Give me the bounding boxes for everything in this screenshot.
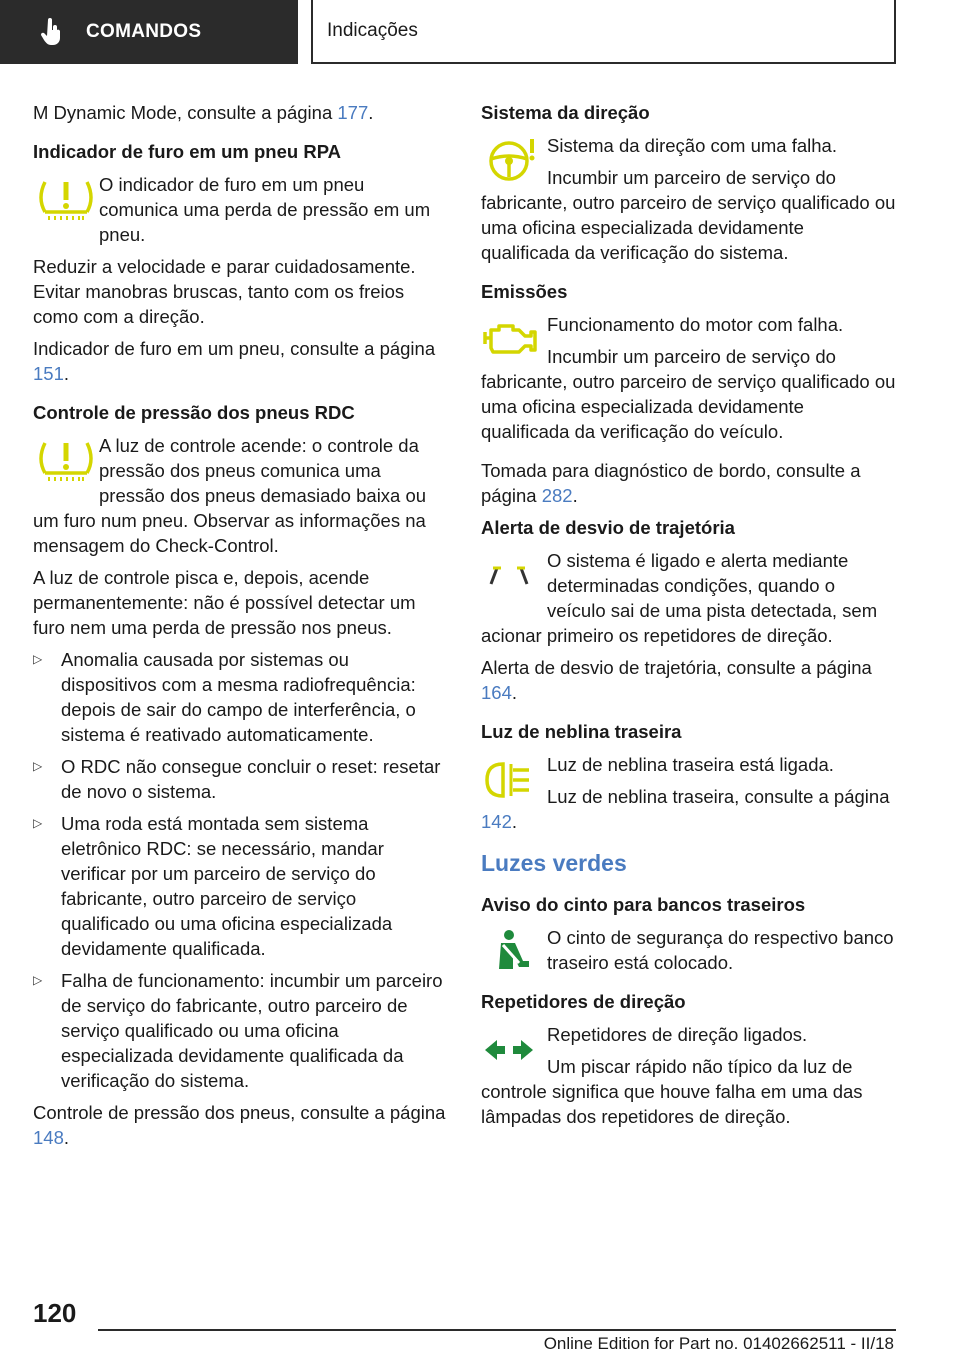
heading-lane-departure: Alerta de desvio de trajetória	[481, 517, 735, 538]
page-link[interactable]: 142	[481, 811, 512, 832]
paragraph: Incumbir um parceiro de serviço do fabricante, outro parceiro de serviço qualificado ou uma oficina especializada devidamente qualificada da verificação do sistema.	[481, 167, 896, 263]
paragraph: A luz de controle acende: o controle da pressão dos pneus comunica uma pressão dos pneus demasiado baixa ou um furo num pneu. Observar as informações na mensagem do Check-Control.	[33, 435, 427, 556]
paragraph: Alerta de desvio de trajetória, consulte a página 164.	[481, 657, 872, 703]
page-link[interactable]: 148	[33, 1127, 64, 1148]
paragraph: M Dynamic Mode, consulte a página 177.	[33, 102, 374, 123]
triangle-bullet-icon: ▷	[33, 759, 43, 773]
tire-warning-icon	[33, 172, 99, 224]
left-column	[33, 100, 447, 1157]
list-item: ▷ Falha de funcionamento: incumbir um parceiro de serviço do fabricante, outro parceiro de serviço qualificado ou uma oficina especializada devidamente qualificada da verificação do sistema.	[33, 970, 443, 1091]
chapter-tab	[0, 0, 298, 64]
paragraph: Funcionamento do motor com falha.	[547, 314, 844, 335]
paragraph: O cinto de segurança do respectivo banco traseiro está colocado.	[547, 927, 894, 973]
list-item: ▷ Uma roda está montada sem sistema eletrônico RDC: se necessário, mandar verificar por um parceiro de serviço do fabricante, outro parceiro de serviço qualificado ou uma oficina especializada devidamente qualificada.	[33, 813, 393, 959]
heading-tire-pressure: Controle de pressão dos pneus RDC	[33, 402, 355, 423]
list-item: ▷ Anomalia causada por sistemas ou dispositivos com a mesma radiofrequência: depois de sair do campo de interferência, o sistema é reativado automaticamente.	[33, 649, 416, 745]
heading-tire-puncture: Indicador de furo em um pneu RPA	[33, 141, 342, 162]
chapter-label: COMANDOS	[86, 21, 202, 42]
section-title	[311, 0, 896, 64]
turn-signal-arrows-icon	[481, 1022, 547, 1074]
paragraph: O indicador de furo em um pneu comunica uma perda de pressão em um pneu.	[99, 174, 431, 245]
page-number: 120	[33, 1298, 77, 1328]
heading-emissions: Emissões	[481, 281, 568, 302]
paragraph: Luz de neblina traseira, consulte a página 142.	[481, 786, 890, 832]
heading-steering: Sistema da direção	[481, 102, 650, 123]
heading-seatbelt: Aviso do cinto para bancos traseiros	[481, 894, 806, 915]
hand-pointer-icon	[40, 18, 64, 46]
steering-warning-icon	[481, 133, 547, 185]
paragraph: Indicador de furo em um pneu, consulte a página 151.	[33, 338, 436, 384]
page-link[interactable]: 282	[541, 485, 573, 506]
list-item: ▷ O RDC não consegue concluir o reset: resetar de novo o sistema.	[33, 756, 441, 802]
heading-rear-fog: Luz de neblina traseira	[481, 721, 682, 742]
heading-turn-signals: Repetidores de direção	[481, 991, 686, 1012]
section-label: Indicações	[327, 20, 418, 41]
paragraph: Controle de pressão dos pneus, consulte a página 148.	[33, 1102, 446, 1148]
paragraph: O sistema é ligado e alerta mediante determinadas condições, quando o veículo sai de uma pista detectada, sem acionar primeiro os repetidores de direção.	[481, 550, 878, 646]
triangle-bullet-icon: ▷	[33, 652, 43, 666]
paragraph: Sistema da direção com uma falha.	[547, 135, 837, 156]
paragraph: Um piscar rápido não típico da luz de controle significa que houve falha em uma das lâmpadas dos repetidores de direção.	[481, 1056, 863, 1127]
paragraph: Reduzir a velocidade e parar cuidadosamente. Evitar manobras bruscas, tanto com os freios como com a direção.	[33, 256, 416, 327]
edition-note: Online Edition for Part no. 01402662511 - II/18	[543, 1334, 894, 1353]
engine-warning-icon	[481, 312, 547, 364]
page-link[interactable]: 177	[337, 102, 369, 123]
paragraph: Incumbir um parceiro de serviço do fabricante, outro parceiro de serviço qualificado ou uma oficina especializada devidamente qualificada da verificação do veículo.	[481, 346, 896, 442]
paragraph: Tomada para diagnóstico de bordo, consulte a página 282.	[481, 460, 861, 506]
rear-fog-light-icon	[481, 752, 547, 804]
page-link[interactable]: 151	[33, 363, 64, 384]
triangle-bullet-icon: ▷	[33, 816, 43, 830]
right-column	[481, 100, 897, 1136]
bullet-list	[33, 647, 447, 1093]
paragraph: Repetidores de direção ligados.	[547, 1024, 808, 1045]
paragraph: Luz de neblina traseira está ligada.	[547, 754, 834, 775]
page-link[interactable]: 164	[481, 682, 512, 703]
footer-divider	[98, 1329, 896, 1331]
triangle-bullet-icon: ▷	[33, 973, 43, 987]
paragraph: A luz de controle pisca e, depois, acende permanentemente: não é possível detectar um furo nem uma perda de pressão nos pneus.	[33, 567, 416, 638]
lane-departure-icon	[481, 548, 547, 600]
tire-pressure-icon	[33, 433, 99, 485]
seatbelt-icon	[481, 925, 547, 981]
heading-green-lights: Luzes verdes	[481, 850, 627, 876]
